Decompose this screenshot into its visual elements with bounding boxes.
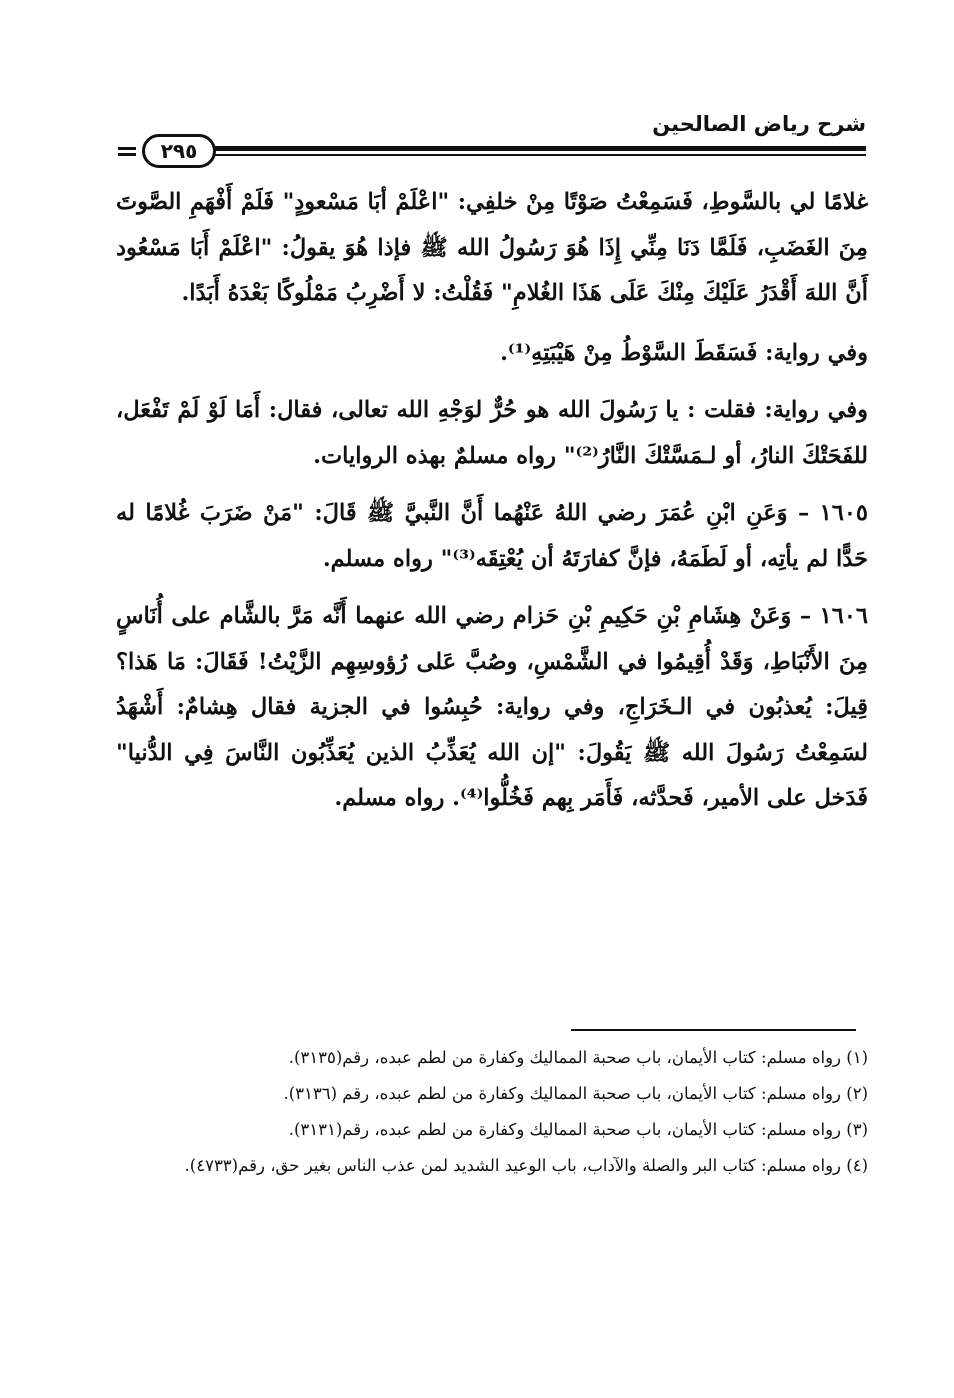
footnote-4: (٤) رواه مسلم: كتاب البر والصلة والآداب، باب الوعيد الشديد لمن عذب الناس بغير حق، رقم(٤٧٣٣). xyxy=(184,1156,868,1175)
paragraph: وفي رواية: فَسَقَطَ السَّوْطُ مِنْ هَيْبَتِهِ⁽¹⁾. xyxy=(500,339,868,366)
main-text xyxy=(116,180,868,834)
footnote-3: (٣) رواه مسلم: كتاب الأيمان، باب صحبة المماليك وكفارة من لطم عبده، رقم(٣١٣١). xyxy=(288,1120,868,1139)
footnote-2: (٢) رواه مسلم: كتاب الأيمان، باب صحبة المماليك وكفارة من لطم عبده، رقم (٣١٣٦). xyxy=(283,1084,868,1103)
header-rule-tick xyxy=(118,147,136,150)
paragraph: وفي رواية: فقلت : يا رَسُولَ الله هو حُرٌّ لوَجْهِ الله تعالى، فقال: أَمَا لَوْ لَمْ تَفْعَل، للفَحَتْكَ النارُ، أو لـمَسَّتْكَ النَّارُ⁽²⁾" رواه مسلمٌ بهذه الروايات. xyxy=(116,397,868,469)
footnote-1: (١) رواه مسلم: كتاب الأيمان، باب صحبة المماليك وكفارة من لطم عبده، رقم(٣١٣٥). xyxy=(288,1048,868,1067)
footnote-separator xyxy=(571,1029,856,1031)
header-rule-thin xyxy=(211,154,866,156)
header-rule-tick xyxy=(118,153,136,156)
page-number: ٢٩٥ xyxy=(142,134,216,168)
page-header xyxy=(118,112,866,174)
header-rule-thick xyxy=(211,146,866,151)
book-title: شرح رياض الصالحين xyxy=(652,112,866,136)
footnotes xyxy=(116,1040,868,1184)
hadith-1605: ١٦٠٥ – وَعَنِ ابْنِ عُمَرَ رضي اللهُ عَنْهُما أَنَّ النَّبيَّ ﷺ قَالَ: "مَنْ ضَرَبَ غُلامًا له حَدًّا لم يأتِه، أو لَطَمَهُ، فإنَّ كفارَتَهُ أن يُعْتِقَه⁽³⁾" رواه مسلم. xyxy=(116,500,868,572)
paragraph: غلامًا لي بالسَّوطِ، فَسَمِعْتُ صَوْتًا مِنْ خلفِي: "اعْلَمْ أبَا مَسْعودٍ" فَلَمْ أَفْهَمِ الصَّوتَ مِنَ الغَضَبِ، فَلَمَّا دَنَا مِنِّي إِذَا هُوَ رَسُولُ الله ﷺ فإذا هُوَ يقولُ: "اعْلَمْ أَبَا مَسْعُود أَنَّ اللهَ أَقْدَرُ عَلَيْكَ مِنْكَ عَلَى هَذَا الغُلامِ" فَقُلْتُ: لا أَضْرِبُ مَمْلُوكًا بَعْدَهُ أَبَدًا. xyxy=(116,189,868,306)
hadith-1606: ١٦٠٦ – وَعَنْ هِشَامِ بْنِ حَكِيمِ بْنِ حَزام رضي الله عنهما أَنَّه مَرَّ بالشَّام على أُنَاسٍ مِنَ الأَنْبَاطِ، وَقَدْ أُقِيمُوا في الشَّمْسِ، وصُبَّ عَلى رُؤوسِهِم الزَّيْتُ! فَقَالَ: مَا هَذا؟ قِيلَ: يُعذبُون في الـخَرَاجِ، وفي رواية: حُبِسُوا في الجزية فقال هِشامٌ: أَشْهَدُ لسَمِعْتُ رَسُولَ الله ﷺ يَقُولَ: "إن الله يُعَذِّبُ الذين يُعَذِّبُون النَّاسَ فِي الدُّنيا" فَدَخل على الأمير، فَحدَّثه، فَأَمَر بِهم فَخُلُّوا⁽⁴⁾. رواه مسلم. xyxy=(116,603,868,811)
